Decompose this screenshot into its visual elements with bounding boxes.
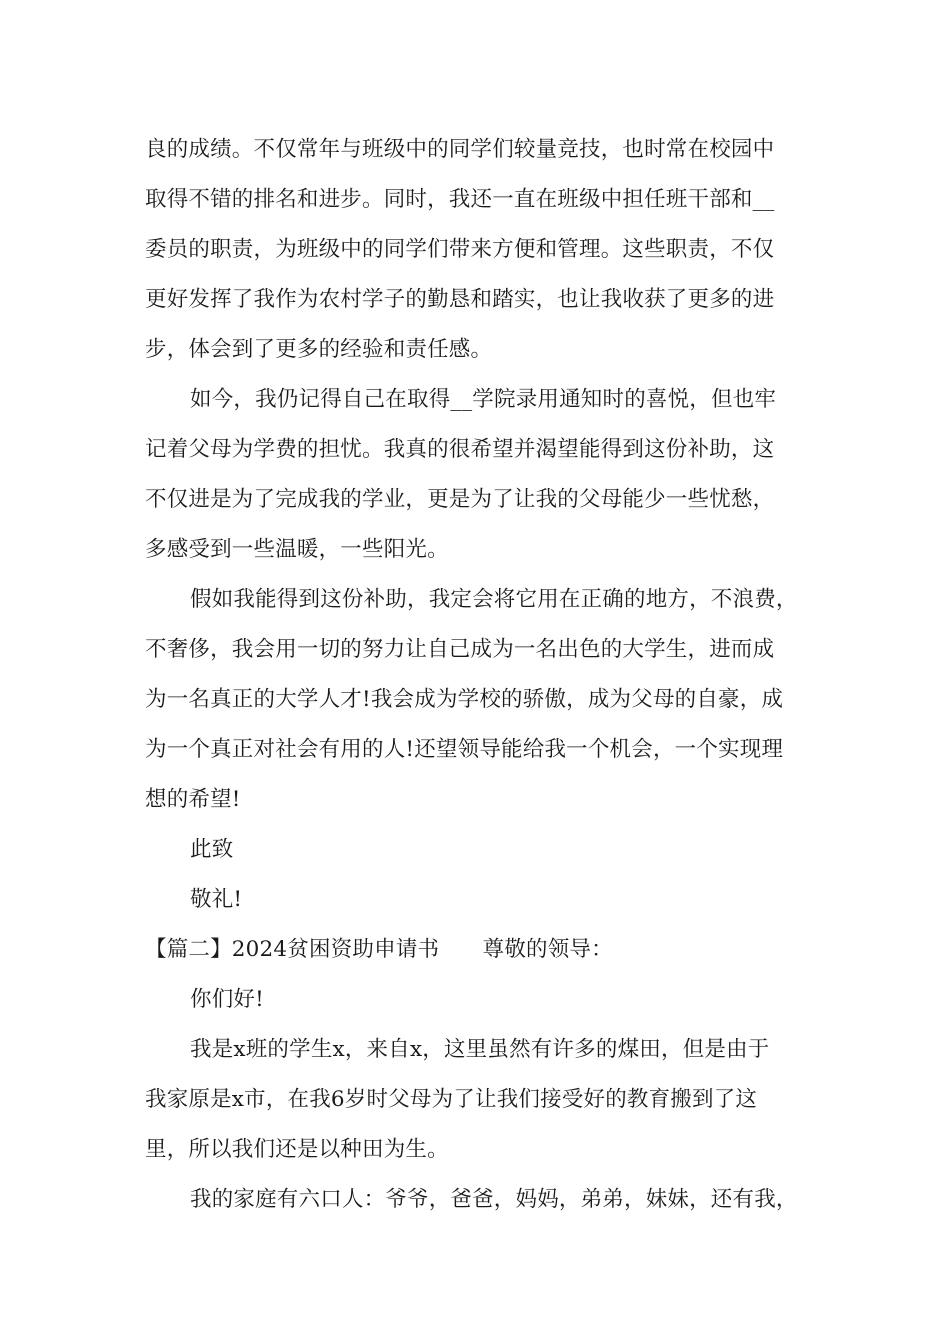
body-text-line: 记着父母为学费的担忧。我真的很希望并渴望能得到这份补助，这 <box>145 437 775 462</box>
body-text-line: 取得不错的排名和进步。同时，我还一直在班级中担任班干部和__ <box>145 187 775 212</box>
body-text-line: 步，体会到了更多的经验和责任感。 <box>145 337 493 362</box>
body-text-line: 里，所以我们还是以种田为生。 <box>145 1137 449 1162</box>
body-text-line: 为一名真正的大学人才!我会成为学校的骄傲，成为父母的自豪，成 <box>145 687 784 712</box>
body-text-line: 良的成绩。不仅常年与班级中的同学们较量竞技，也时常在校园中 <box>145 137 775 162</box>
body-text-line: 我家原是x市，在我6岁时父母为了让我们接受好的教育搬到了这 <box>145 1087 758 1112</box>
paragraph-start-line: 我是x班的学生x，来自x，这里虽然有许多的煤田，但是由于 <box>190 1037 770 1062</box>
body-text-line: 委员的职责，为班级中的同学们带来方便和管理。这些职责，不仅 <box>145 237 775 262</box>
paragraph-start-line: 我的家庭有六口人：爷爷，爸爸，妈妈，弟弟，妹妹，还有我， <box>190 1187 798 1212</box>
section-heading: 【篇二】2024贫困资助申请书 尊敬的领导： <box>145 937 613 962</box>
body-text-line: 为一个真正对社会有用的人!还望领导能给我一个机会，一个实现理 <box>145 737 784 762</box>
closing-line: 此致 <box>190 837 234 862</box>
body-text-line: 不奢侈，我会用一切的努力让自己成为一名出色的大学生，进而成 <box>145 637 775 662</box>
body-text-line: 想的希望! <box>145 787 241 812</box>
paragraph-start-line: 如今，我仍记得自己在取得__学院录用通知时的喜悦，但也牢 <box>190 387 777 412</box>
paragraph-start-line: 假如我能得到这份补助，我定会将它用在正确的地方，不浪费， <box>190 587 798 612</box>
body-text-line: 不仅进是为了完成我的学业，更是为了让我的父母能少一些忧愁， <box>145 487 775 512</box>
body-text-line: 多感受到一些温暖，一些阳光。 <box>145 537 449 562</box>
salutation-line: 敬礼! <box>190 887 243 912</box>
body-text-line: 更好发挥了我作为农村学子的勤恳和踏实，也让我收获了更多的进 <box>145 287 775 312</box>
greeting-line: 你们好! <box>190 987 264 1012</box>
